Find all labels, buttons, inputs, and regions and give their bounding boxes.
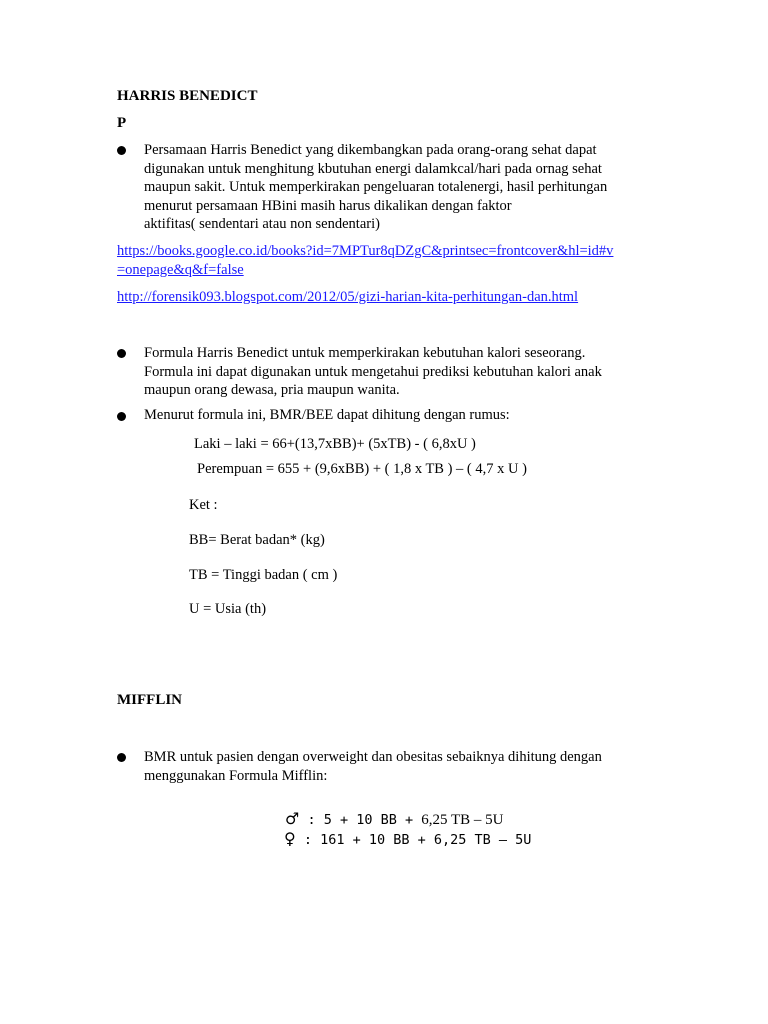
- ket-title: Ket :: [189, 497, 218, 513]
- paragraph-mifflin-intro: [144, 748, 602, 785]
- mifflin-male-formula-tail: 6,25 TB – 5U: [421, 812, 504, 828]
- text-line: digunakan untuk menghitung kbutuhan energi dalamkcal/hari pada ornag sehat: [144, 160, 602, 177]
- female-symbol-icon: ♀: [284, 829, 296, 848]
- paragraph-harris-formula-desc: [144, 344, 602, 400]
- text-line: Persamaan Harris Benedict yang dikembangkan pada orang-orang sehat dapat: [144, 142, 597, 158]
- section-title-mifflin: MIFFLIN: [117, 692, 182, 708]
- text-line: Formula Harris Benedict untuk memperkirakan kebutuhan kalori seseorang.: [144, 345, 586, 361]
- mifflin-female-formula-part: : 161 + 10 BB + 6,25 TB – 5U: [295, 832, 532, 848]
- bullet-icon: [117, 349, 126, 358]
- text-line: menggunakan Formula Mifflin:: [144, 767, 328, 784]
- section-title-harris-benedict: HARRIS BENEDICT: [117, 88, 258, 104]
- bullet-icon: [117, 146, 126, 155]
- text-line: maupun sakit. Untuk memperkirakan pengeluaran totalenergi, hasil perhitungan: [144, 179, 608, 195]
- link-books-google[interactable]: https://books.google.co.id/books?id=7MPTur8qDZgC&printsec=frontcover&hl=id#v: [117, 243, 614, 259]
- link-block-forensik: [117, 289, 578, 306]
- mifflin-male-formula-part: : 5 + 10 BB +: [299, 812, 422, 828]
- paragraph-harris-intro: [144, 141, 607, 234]
- link-books-google-cont[interactable]: =onepage&q&f=false: [117, 262, 244, 278]
- text-line: BMR untuk pasien dengan overweight dan obesitas sebaiknya dihitung dengan: [144, 749, 602, 765]
- paragraph-bmr-rumus: Menurut formula ini, BMR/BEE dapat dihitung dengan rumus:: [144, 407, 510, 423]
- formula-male: Laki – laki = 66+(13,7xBB)+ (5xTB) - ( 6,8xU ): [194, 436, 476, 452]
- section-subtitle: P: [117, 115, 127, 131]
- link-forensik-blogspot[interactable]: http://forensik093.blogspot.com/2012/05/gizi-harian-kita-perhitungan-dan.html: [117, 289, 579, 305]
- mifflin-formula-female: [284, 829, 531, 849]
- text-line: maupun orang dewasa, pria maupun wanita.: [144, 382, 400, 398]
- formula-female: Perempuan = 655 + (9,6xBB) + ( 1,8 x TB ) – ( 4,7 x U ): [197, 461, 527, 477]
- bullet-icon: [117, 753, 126, 762]
- bullet-icon: [117, 412, 126, 421]
- text-line: menurut persamaan HBini masih harus dikalikan dengan faktor: [144, 197, 512, 214]
- text-line: Formula ini dapat digunakan untuk mengetahui prediksi kebutuhan kalori anak: [144, 363, 602, 380]
- ket-bb: BB= Berat badan* (kg): [189, 532, 325, 548]
- mifflin-formula-male: [285, 809, 504, 829]
- ket-u: U = Usia (th): [189, 601, 267, 617]
- ket-tb: TB = Tinggi badan ( cm ): [189, 567, 338, 583]
- text-line: aktifitas( sendentari atau non sendentari): [144, 216, 380, 232]
- male-symbol-icon: ♂: [285, 809, 300, 828]
- link-block-books-google: [117, 242, 613, 280]
